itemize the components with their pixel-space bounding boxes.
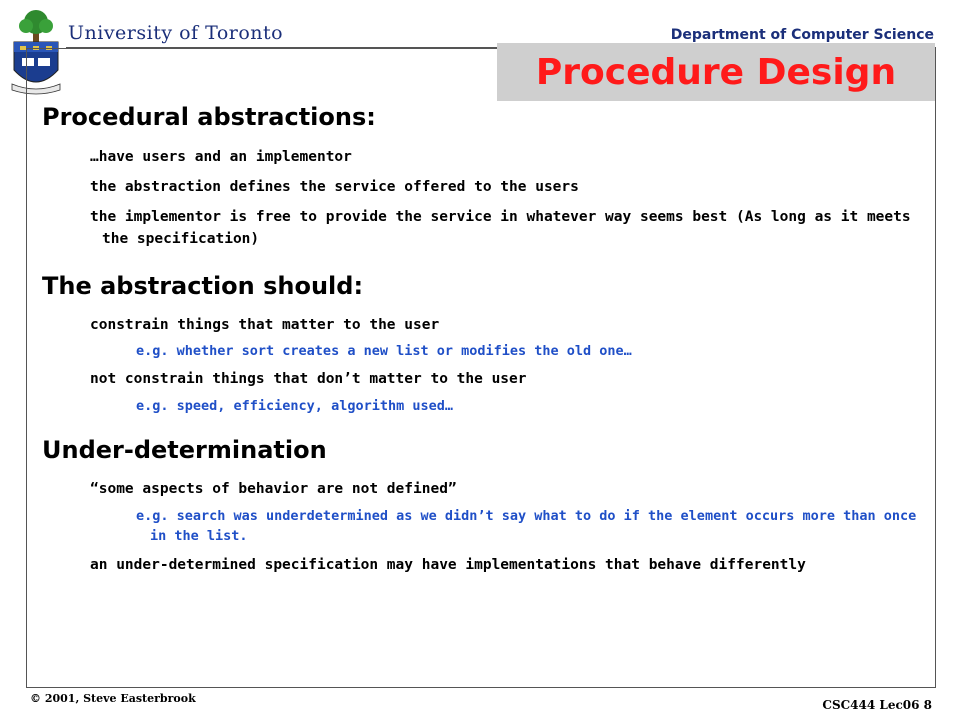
title-box xyxy=(497,43,935,101)
section-heading: The abstraction should: xyxy=(42,272,364,300)
bullet-item: an under-determined specification may have implementations that behave differently xyxy=(90,557,806,573)
bullet-item: …have users and an implementor xyxy=(90,149,352,165)
section-heading: Procedural abstractions: xyxy=(42,103,376,131)
example-item: e.g. search was underdetermined as we didn’t say what to do if the element occurs more than once in the list. xyxy=(136,508,917,544)
slide-title: Procedure Design xyxy=(535,51,897,93)
bullet-item: not constrain things that don’t matter to the user xyxy=(90,371,527,387)
department-name: Department of Computer Science xyxy=(670,27,934,43)
section-heading: Under-determination xyxy=(42,436,327,464)
bullet-item: the implementor is free to provide the service in whatever way seems best (As long as it meets the specification) xyxy=(90,209,911,247)
example-item: e.g. whether sort creates a new list or modifies the old one… xyxy=(136,343,632,359)
bullet-item: constrain things that matter to the user xyxy=(90,317,440,333)
course-page-number: CSC444 Lec06 8 xyxy=(822,698,932,712)
copyright-notice: © 2001, Steve Easterbrook xyxy=(30,692,196,705)
university-name: University of Toronto xyxy=(68,22,284,44)
bullet-item: the abstraction defines the service offered to the users xyxy=(90,179,579,195)
bullet-item: “some aspects of behavior are not defined” xyxy=(90,481,457,497)
example-item: e.g. speed, efficiency, algorithm used… xyxy=(136,398,453,414)
